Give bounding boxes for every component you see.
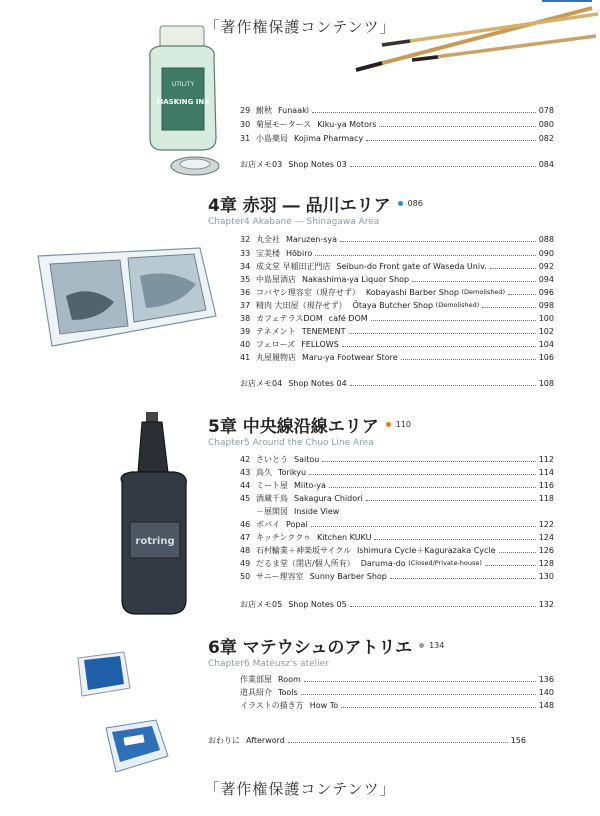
dot-leader bbox=[342, 346, 536, 347]
toc-entry-48[interactable]: 48 石村輪業＋神楽坂サイクル Ishimura Cycle＋Kagurazaka Cycle 126 bbox=[240, 545, 554, 555]
dot-leader bbox=[288, 742, 508, 743]
toc-entry-33[interactable]: 33 宝美楼 Hōbiro 090 bbox=[240, 248, 554, 258]
copyright-watermark-top: 「著作権保護コンテンツ」 bbox=[204, 18, 396, 36]
dot-leader bbox=[350, 606, 536, 607]
rotring-label: rotring bbox=[135, 536, 175, 547]
toc-entry-room[interactable]: 作業部屋 Room 136 bbox=[240, 674, 554, 684]
toc-entry-42[interactable]: 42 さいとう Saitou 112 bbox=[240, 454, 554, 464]
paint-palette-tray-illustration bbox=[30, 236, 220, 356]
dot-leader bbox=[340, 241, 536, 242]
bottle-label-utility: UTILITY bbox=[171, 81, 195, 88]
toc-entry-shop-notes-05[interactable]: お店メモ05 Shop Notes 05 132 bbox=[240, 599, 554, 609]
chapter-5-page: 110 bbox=[395, 420, 412, 429]
dot-leader bbox=[379, 126, 535, 127]
bottle-label-masking-ink: MASKING INK bbox=[156, 98, 210, 106]
toc-entry-shop-notes-04[interactable]: お店メモ04 Shop Notes 04 108 bbox=[240, 378, 554, 388]
chapter-5-subtitle: Chapter5 Around the Chuo Line Area bbox=[208, 438, 374, 448]
chapter-6-heading[interactable] bbox=[208, 633, 444, 669]
toc-entry-43[interactable]: 43 鳥久 Torikyu 114 bbox=[240, 467, 554, 477]
dot-leader bbox=[366, 500, 536, 501]
dot-leader bbox=[329, 487, 536, 488]
dot-leader bbox=[499, 552, 536, 553]
masking-ink-bottle-illustration bbox=[140, 18, 240, 178]
watercolor-pan-illustration bbox=[72, 648, 134, 700]
toc-entry-39[interactable]: 39 テネメント TENEMENT 102 bbox=[240, 326, 554, 336]
toc-entry-shop-notes-03[interactable]: お店メモ03 Shop Notes 03 084 bbox=[240, 159, 554, 169]
dot-leader bbox=[350, 385, 536, 386]
chapter-5-title: 5章 中央線沿線エリア bbox=[208, 417, 379, 437]
toc-entry-46[interactable]: 46 ポパイ Popai 122 bbox=[240, 519, 554, 529]
toc-entry-afterword[interactable]: おわりに Afterword 156 bbox=[208, 735, 526, 745]
dot-leader bbox=[412, 281, 536, 282]
chapter-4-page: 086 bbox=[407, 199, 423, 208]
dot-leader bbox=[341, 707, 536, 708]
chapter-4-title: 4章 赤羽 ― 品川エリア bbox=[208, 196, 391, 216]
chapter-6-page: 134 bbox=[429, 641, 445, 650]
dot-leader bbox=[366, 140, 536, 141]
toc-entry-47[interactable]: 47 キッチンククゥ Kitchen KUKU 124 bbox=[240, 532, 554, 542]
dot-leader bbox=[312, 112, 536, 113]
toc-entry-tools[interactable]: 道具紹介 Tools 140 bbox=[240, 687, 554, 697]
dot-leader bbox=[349, 333, 536, 334]
toc-entry-37[interactable]: 37 精肉 大田屋（現存せず） Ōtaya Butcher Shop (Demolished) 098 bbox=[240, 300, 554, 310]
toc-entry-inside-view[interactable]: －展開図 Inside View bbox=[256, 506, 340, 516]
dot-leader bbox=[350, 166, 536, 167]
toc-entry-44[interactable]: 44 ミート屋 Miito-ya 116 bbox=[240, 480, 554, 490]
chapter-5-heading[interactable] bbox=[208, 412, 411, 448]
toc-entry-30[interactable]: 30 菊屋モータース Kiku-ya Motors 080 bbox=[240, 119, 554, 129]
dot-leader bbox=[490, 268, 536, 269]
dot-leader bbox=[482, 307, 535, 308]
dot-leader bbox=[322, 461, 535, 462]
toc-entry-49[interactable]: 49 だるま堂（閉店/個人所有） Daruma-do (Closed/Private-house) 128 bbox=[240, 558, 554, 568]
chapter-6-title: 6章 マテウシュのアトリエ bbox=[208, 638, 413, 658]
dot-leader bbox=[304, 681, 536, 682]
toc-entry-36[interactable]: 36 コバヤシ理容室（現存せず） Kobayashi Barber Shop (Demolished) 096 bbox=[240, 287, 554, 297]
toc-entry-45[interactable]: 45 酒蔵千鳥 Sakagura Chidori 118 bbox=[240, 493, 554, 503]
toc-entry-38[interactable]: 38 カフェテラスDOM café DOM 100 bbox=[240, 313, 554, 323]
dot-leader bbox=[390, 578, 536, 579]
dot-leader bbox=[374, 539, 535, 540]
dot-leader bbox=[508, 294, 536, 295]
toc-entry-35[interactable]: 35 中島屋酒店 Nakashima-ya Liquor Shop 094 bbox=[240, 274, 554, 284]
dot-leader bbox=[309, 474, 536, 475]
dot-leader bbox=[371, 320, 536, 321]
toc-entry-50[interactable]: 50 サニー理容室 Sunny Barber Shop 130 bbox=[240, 571, 554, 581]
rotring-ink-bottle-illustration bbox=[108, 412, 200, 620]
toc-entry-32[interactable]: 32 丸全社 Maruzen-sya 088 bbox=[240, 234, 554, 244]
toc-entry-34[interactable]: 34 成文堂 早稲田正門店 Seibun-do Front gate of Waseda Univ. 092 bbox=[240, 261, 554, 271]
toc-entry-41[interactable]: 41 丸屋履物店 Maru-ya Footwear Store 106 bbox=[240, 352, 554, 362]
dot-leader bbox=[401, 359, 536, 360]
toc-entry-31[interactable]: 31 小島薬局 Kojima Pharmacy 082 bbox=[240, 133, 554, 143]
paint-tube-box-illustration bbox=[102, 716, 172, 778]
copyright-watermark-bottom: 「著作権保護コンテンツ」 bbox=[204, 780, 396, 798]
toc-entry-how-to[interactable]: イラストの描き方 How To 148 bbox=[240, 700, 554, 710]
dot-leader bbox=[311, 526, 536, 527]
toc-entry-40[interactable]: 40 フェローズ FELLOWS 104 bbox=[240, 339, 554, 349]
paintbrushes-illustration bbox=[352, 0, 600, 80]
chapter-5-dot-icon bbox=[386, 422, 391, 427]
dot-leader bbox=[315, 255, 536, 256]
dot-leader bbox=[485, 565, 536, 566]
chapter-6-dot-icon bbox=[419, 643, 424, 648]
toc-entry-29[interactable]: 29 鮒秋 Funaaki 078 bbox=[240, 105, 554, 115]
chapter-4-heading[interactable] bbox=[208, 191, 423, 227]
chapter-4-dot-icon bbox=[398, 201, 403, 206]
chapter-4-subtitle: Chapter4 Akabane ― Shinagawa Area bbox=[208, 217, 380, 227]
chapter-6-subtitle: Chapter6 Mateusz's atelier bbox=[208, 659, 329, 669]
dot-leader bbox=[301, 694, 536, 695]
